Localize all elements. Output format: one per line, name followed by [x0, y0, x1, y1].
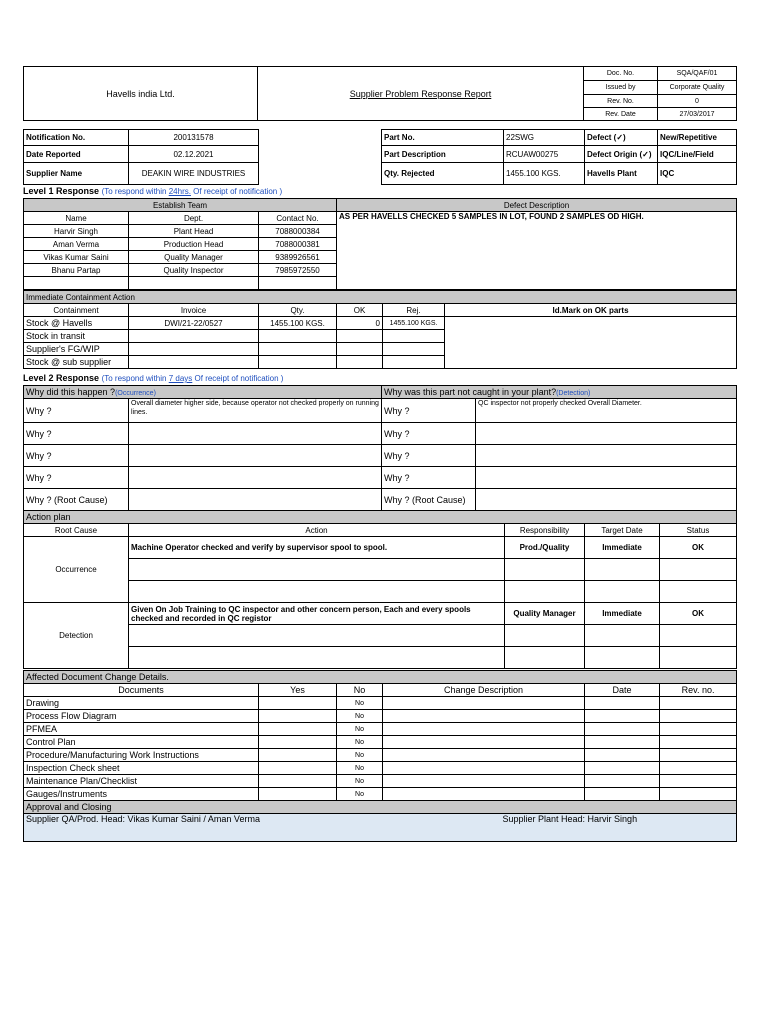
why-label: Why ?: [24, 399, 129, 423]
level1-title: Level 1 Response: [23, 186, 100, 196]
rev-date-value: 27/03/2017: [658, 108, 737, 121]
supplier-qa-head: Supplier QA/Prod. Head: Vikas Kumar Saini / Aman Verma: [24, 814, 501, 842]
document-name: Maintenance Plan/Checklist: [24, 775, 259, 788]
containment-invoice: DWI/21-22/0527: [129, 317, 259, 330]
defect-origin-label: Defect Origin (✓): [585, 146, 658, 163]
root-cause-label: Why ? (Root Cause): [24, 489, 129, 511]
level2-note-suffix: Of receipt of notification ): [192, 374, 284, 383]
containment-table: [23, 290, 737, 369]
id-mark-value: [445, 317, 737, 369]
document-name: Inspection Check sheet: [24, 762, 259, 775]
action-plan-title: Action plan: [24, 511, 737, 524]
team-member-contact: 7088000384: [259, 225, 337, 238]
id-mark-col: Id.Mark on OK parts: [445, 304, 737, 317]
responsibility-col: Responsibility: [505, 524, 585, 537]
plant-value: IQC: [658, 163, 737, 185]
notification-no-label: Notification No.: [24, 130, 129, 146]
defect-origin-value: IQC/Line/Field: [658, 146, 737, 163]
why-label: Why ?: [24, 445, 129, 467]
document-no: No: [337, 710, 383, 723]
level1-note-highlight: 24hrs.: [168, 187, 191, 196]
notification-info-table: [23, 129, 259, 185]
detection-target-date: Immediate: [585, 603, 660, 625]
defect-description: AS PER HAVELLS CHECKED 5 SAMPLES IN LOT, FOUND 2 SAMPLES OD HIGH.: [337, 212, 737, 290]
containment-col: Containment: [24, 304, 129, 317]
team-header: Establish Team: [24, 199, 337, 212]
occurrence-header: Why did this happen ?: [26, 387, 116, 397]
document-name: Gauges/Instruments: [24, 788, 259, 801]
team-member-name: Bhanu Partap: [24, 264, 129, 277]
invoice-col: Invoice: [129, 304, 259, 317]
part-info-table: [381, 129, 737, 185]
document-no: No: [337, 762, 383, 775]
qty-rejected-label: Qty. Rejected: [382, 163, 504, 185]
team-member-dept: Quality Inspector: [129, 264, 259, 277]
why-label: Why ?: [24, 467, 129, 489]
date-reported-value: 02.12.2021: [129, 146, 259, 163]
containment-title: Immediate Containment Action: [24, 291, 737, 304]
header-table: [23, 66, 737, 121]
report-title: Supplier Problem Response Report: [258, 67, 584, 121]
occurrence-action: Machine Operator checked and verify by supervisor spool to spool.: [129, 537, 505, 559]
level1-heading: [23, 186, 282, 196]
documents-col: Documents: [24, 684, 259, 697]
notification-no-value: 200131578: [129, 130, 259, 146]
level2-title: Level 2 Response: [23, 373, 100, 383]
document-no: No: [337, 736, 383, 749]
plant-label: Havells Plant: [585, 163, 658, 185]
part-no-value: 22SWG: [504, 130, 585, 146]
defect-desc-header: Defect Description: [337, 199, 737, 212]
status-col: Status: [660, 524, 737, 537]
team-member-contact: 9389926561: [259, 251, 337, 264]
team-member-dept: Plant Head: [129, 225, 259, 238]
why-analysis-table: [23, 385, 737, 511]
rev-no-label: Rev. No.: [584, 95, 658, 108]
approval-title: Approval and Closing: [24, 801, 737, 814]
document-name: Drawing: [24, 697, 259, 710]
action-col: Action: [129, 524, 505, 537]
team-member-name: Aman Verma: [24, 238, 129, 251]
supplier-name-value: DEAKIN WIRE INDUSTRIES: [129, 163, 259, 185]
date-reported-label: Date Reported: [24, 146, 129, 163]
team-col-dept: Dept.: [129, 212, 259, 225]
containment-row-label: Supplier's FG/WIP: [24, 343, 129, 356]
date-col: Date: [585, 684, 660, 697]
why-label: Why ?: [382, 399, 476, 423]
detection-answer: QC inspector not properly checked Overall Diameter.: [476, 399, 737, 423]
team-member-contact: 7985972550: [259, 264, 337, 277]
team-member-name: Harvir Singh: [24, 225, 129, 238]
containment-row-label: Stock @ Havells: [24, 317, 129, 330]
qty-rejected-value: 1455.100 KGS.: [504, 163, 585, 185]
yes-col: Yes: [259, 684, 337, 697]
document-change-table: [23, 670, 737, 801]
document-no: No: [337, 775, 383, 788]
level1-note-prefix: (To respond within: [101, 187, 169, 196]
occurrence-responsibility: Prod./Quality: [505, 537, 585, 559]
supplier-name-label: Supplier Name: [24, 163, 129, 185]
no-col: No: [337, 684, 383, 697]
issued-by-value: Corporate Quality: [658, 81, 737, 95]
level1-team-table: [23, 198, 737, 290]
action-plan-table: [23, 510, 737, 669]
level2-note-highlight: 7 days: [168, 374, 193, 383]
document-name: Procedure/Manufacturing Work Instructions: [24, 749, 259, 762]
detection-label: Detection: [24, 603, 129, 669]
rev-date-label: Rev. Date: [584, 108, 658, 121]
team-member-dept: Production Head: [129, 238, 259, 251]
approval-table: [23, 800, 737, 842]
root-cause-col: Root Cause: [24, 524, 129, 537]
rej-col: Rej.: [383, 304, 445, 317]
defect-value: New/Repetitive: [658, 130, 737, 146]
containment-row-label: Stock in transit: [24, 330, 129, 343]
doc-no-value: SQA/QAF/01: [658, 67, 737, 81]
occurrence-status: OK: [660, 537, 737, 559]
team-col-name: Name: [24, 212, 129, 225]
documents-title: Affected Document Change Details.: [24, 671, 737, 684]
document-no: No: [337, 723, 383, 736]
part-desc-value: RCUAW00275: [504, 146, 585, 163]
document-no: No: [337, 788, 383, 801]
detection-action: Given On Job Training to QC inspector and other concern person, Each and every spools checked and recorded in QC registor: [129, 603, 505, 625]
why-label: Why ?: [24, 423, 129, 445]
qty-col: Qty.: [259, 304, 337, 317]
detection-tag: (Detection): [556, 390, 591, 397]
rev-no-col: Rev. no.: [660, 684, 737, 697]
occurrence-tag: (Occurrence): [115, 390, 156, 397]
document-no: No: [337, 697, 383, 710]
containment-rej: 1455.100 KGS.: [383, 317, 445, 330]
level2-heading: [23, 373, 283, 383]
defect-label: Defect (✓): [585, 130, 658, 146]
containment-qty: 1455.100 KGS.: [259, 317, 337, 330]
document-name: Control Plan: [24, 736, 259, 749]
containment-row-label: Stock @ sub supplier: [24, 356, 129, 369]
level2-note-prefix: (To respond within: [101, 374, 169, 383]
document-name: PFMEA: [24, 723, 259, 736]
detection-status: OK: [660, 603, 737, 625]
occurrence-label: Occurrence: [24, 537, 129, 603]
team-member-contact: 7088000381: [259, 238, 337, 251]
document-name: Process Flow Diagram: [24, 710, 259, 723]
root-cause-label: Why ? (Root Cause): [382, 489, 476, 511]
detection-header: Why was this part not caught in your plant?: [384, 387, 557, 397]
team-member-dept: Quality Manager: [129, 251, 259, 264]
why-label: Why ?: [382, 423, 476, 445]
why-label: Why ?: [382, 445, 476, 467]
level1-note-suffix: Of receipt of notification ): [190, 187, 283, 196]
containment-ok: 0: [337, 317, 383, 330]
supplier-plant-head: Supplier Plant Head: Harvir Singh: [501, 814, 737, 842]
part-desc-label: Part Description: [382, 146, 504, 163]
change-desc-col: Change Description: [383, 684, 585, 697]
doc-no-label: Doc. No.: [584, 67, 658, 81]
part-no-label: Part No.: [382, 130, 504, 146]
issued-by-label: Issued by: [584, 81, 658, 95]
why-label: Why ?: [382, 467, 476, 489]
team-member-name: Vikas Kumar Saini: [24, 251, 129, 264]
team-col-contact: Contact No.: [259, 212, 337, 225]
occurrence-target-date: Immediate: [585, 537, 660, 559]
target-date-col: Target Date: [585, 524, 660, 537]
document-no: No: [337, 749, 383, 762]
ok-col: OK: [337, 304, 383, 317]
company-name: Havells india Ltd.: [24, 67, 258, 121]
occurrence-answer: Overall diameter higher side, because operator not checked properly on running lines.: [129, 399, 382, 423]
rev-no-value: 0: [658, 95, 737, 108]
detection-responsibility: Quality Manager: [505, 603, 585, 625]
